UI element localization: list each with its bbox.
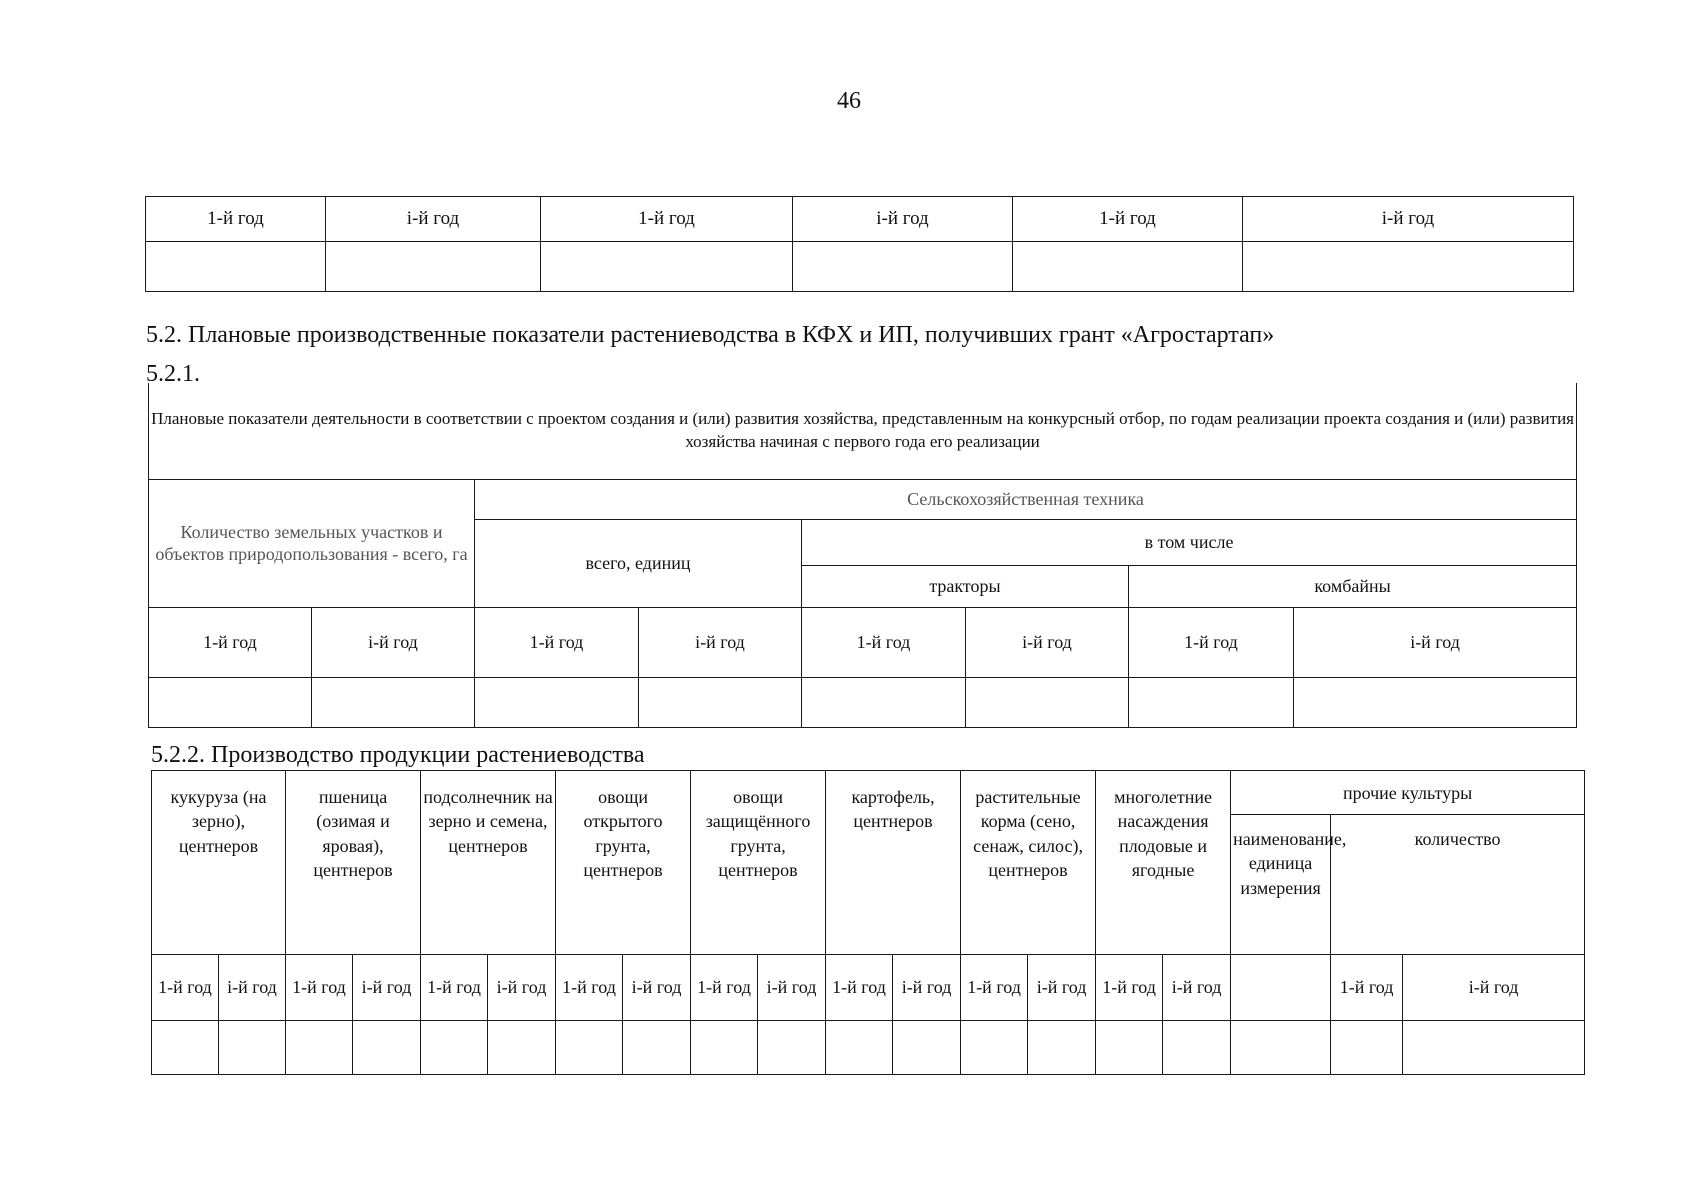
data-cell — [1231, 955, 1331, 1021]
data-cell — [758, 1021, 826, 1075]
year-header: i-й год — [1403, 955, 1585, 1021]
year-header: 1-й год — [475, 608, 639, 678]
data-cell — [556, 1021, 623, 1075]
data-cell — [966, 678, 1129, 728]
data-cell — [1028, 1021, 1096, 1075]
year-header: i-й год — [893, 955, 961, 1021]
year-header: 1-й год — [541, 197, 793, 242]
data-cell — [793, 242, 1013, 292]
year-header: 1-й год — [146, 197, 326, 242]
data-cell — [1129, 678, 1294, 728]
data-cell — [691, 1021, 758, 1075]
year-header: i-й год — [312, 608, 475, 678]
crop-column-header: овощи защищённого грунта, центнеров — [691, 771, 826, 955]
year-header: 1-й год — [421, 955, 488, 1021]
year-header: i-й год — [966, 608, 1129, 678]
year-header: 1-й год — [556, 955, 623, 1021]
year-header: i-й год — [1163, 955, 1231, 1021]
data-cell — [1096, 1021, 1163, 1075]
year-header: 1-й год — [152, 955, 219, 1021]
year-header: i-й год — [639, 608, 802, 678]
machinery-header: Сельскохозяйственная техника — [475, 480, 1577, 520]
section-5-2-heading: 5.2. Плановые производственные показатели растениеводства в КФХ и ИП, получивших грант «Агростартап» — [146, 322, 1275, 348]
year-header: 1-й год — [802, 608, 966, 678]
continuation-table — [145, 196, 1574, 292]
year-header: i-й год — [758, 955, 826, 1021]
plan-indicators-header: Плановые показатели деятельности в соответствии с проектом создания и (или) развития хозяйства, представленным на конкурсный отбор, по годам реализации проекта создания и (или) развития хозяйства начиная с первого года его реализации — [149, 383, 1577, 480]
data-cell — [146, 242, 326, 292]
year-header: 1-й год — [286, 955, 353, 1021]
year-header: i-й год — [793, 197, 1013, 242]
data-cell — [353, 1021, 421, 1075]
year-header: i-й год — [1243, 197, 1574, 242]
section-5-2-2-heading: 5.2.2. Производство продукции растениеводства — [151, 742, 645, 768]
other-quantity-header: количество — [1331, 815, 1585, 955]
data-cell — [421, 1021, 488, 1075]
total-units-header: всего, единиц — [475, 520, 802, 608]
data-cell — [802, 678, 966, 728]
year-header: i-й год — [1028, 955, 1096, 1021]
data-cell — [312, 678, 475, 728]
year-header: i-й год — [353, 955, 421, 1021]
data-cell — [149, 678, 312, 728]
year-header: 1-й год — [149, 608, 312, 678]
year-header: 1-й год — [1096, 955, 1163, 1021]
other-crops-header: прочие культуры — [1231, 771, 1585, 815]
year-header: i-й год — [623, 955, 691, 1021]
combines-header: комбайны — [1129, 566, 1577, 608]
year-header: 1-й год — [1331, 955, 1403, 1021]
page-number: 46 — [837, 88, 861, 114]
crop-column-header: многолетние насаждения плодовые и ягодные — [1096, 771, 1231, 955]
data-cell — [826, 1021, 893, 1075]
year-header: 1-й год — [826, 955, 893, 1021]
data-cell — [541, 242, 793, 292]
year-header: i-й год — [1294, 608, 1577, 678]
data-cell — [475, 678, 639, 728]
data-cell — [219, 1021, 286, 1075]
data-cell — [893, 1021, 961, 1075]
crop-production-table — [151, 770, 1585, 1075]
crop-column-header: овощи открытого грунта, центнеров — [556, 771, 691, 955]
crop-column-header: растительные корма (сено, сенаж, силос), центнеров — [961, 771, 1096, 955]
year-header: i-й год — [488, 955, 556, 1021]
data-cell — [1231, 1021, 1331, 1075]
data-cell — [1294, 678, 1577, 728]
data-cell — [488, 1021, 556, 1075]
year-header: 1-й год — [1013, 197, 1243, 242]
data-cell — [326, 242, 541, 292]
data-cell — [1243, 242, 1574, 292]
data-cell — [1163, 1021, 1231, 1075]
including-header: в том числе — [802, 520, 1577, 566]
tractors-header: тракторы — [802, 566, 1129, 608]
data-cell — [286, 1021, 353, 1075]
section-5-2-1-number: 5.2.1. — [146, 361, 200, 387]
year-header: 1-й год — [961, 955, 1028, 1021]
other-name-header: наименование, единица измерения — [1231, 815, 1331, 955]
year-header: i-й год — [219, 955, 286, 1021]
data-cell — [1013, 242, 1243, 292]
year-header: i-й год — [326, 197, 541, 242]
year-header: 1-й год — [691, 955, 758, 1021]
plan-indicators-table — [148, 383, 1577, 728]
data-cell — [639, 678, 802, 728]
data-cell — [1403, 1021, 1585, 1075]
crop-column-header: пшеница (озимая и яровая), центнеров — [286, 771, 421, 955]
crop-column-header: картофель, центнеров — [826, 771, 961, 955]
data-cell — [152, 1021, 219, 1075]
year-header: 1-й год — [1129, 608, 1294, 678]
data-cell — [623, 1021, 691, 1075]
data-cell — [1331, 1021, 1403, 1075]
data-cell — [961, 1021, 1028, 1075]
land-plots-header: Количество земельных участков и объектов природопользования - всего, га — [149, 480, 475, 608]
crop-column-header: кукуруза (на зерно), центнеров — [152, 771, 286, 955]
crop-column-header: подсолнечник на зерно и семена, центнеров — [421, 771, 556, 955]
